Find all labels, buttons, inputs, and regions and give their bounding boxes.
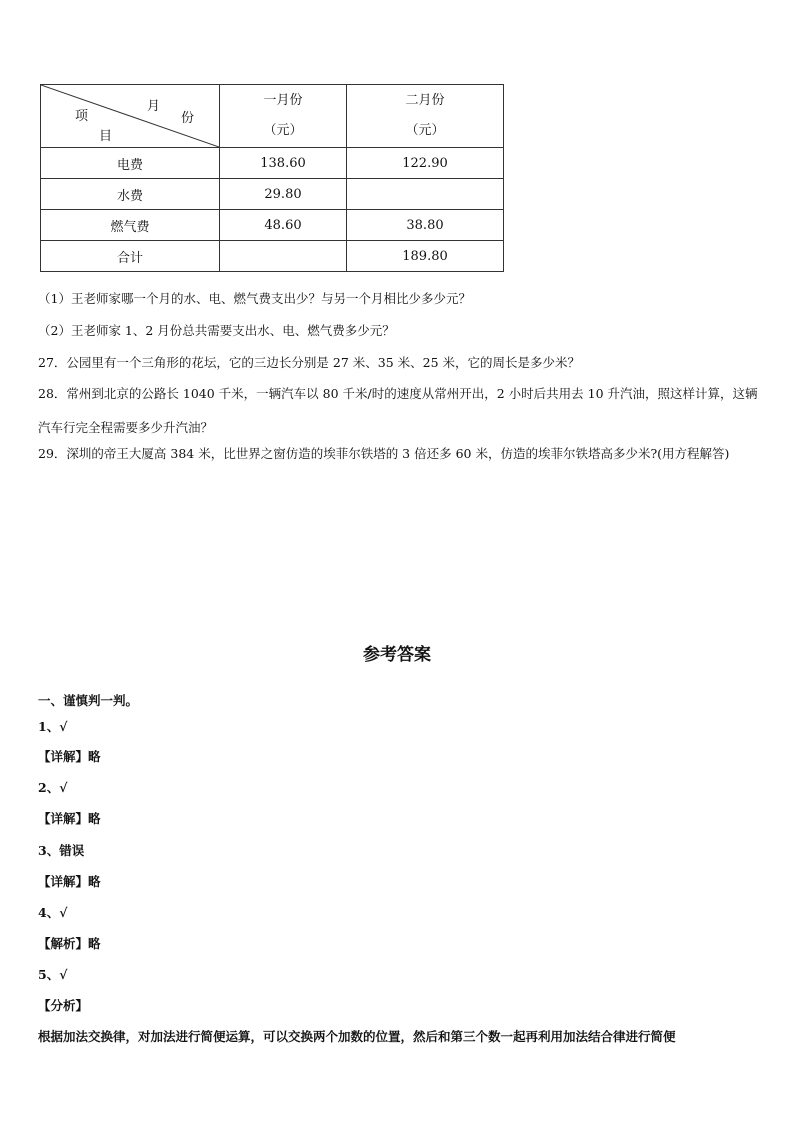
jan-cell: 48.60	[220, 210, 347, 241]
diagonal-header-cell	[41, 85, 220, 148]
jan-cell	[220, 241, 347, 272]
feb-cell: 38.80	[347, 210, 504, 241]
answer-5: 5、√	[38, 967, 68, 982]
answer-2: 2、√	[38, 780, 68, 795]
answer-title: 参考答案	[363, 645, 431, 665]
question-29: 29．深圳的帝王大厦高 384 米，比世界之窗仿造的埃菲尔铁塔的 3 倍还多 60 米，仿造的埃菲尔铁塔高多少米?(用方程解答)	[38, 446, 730, 461]
item-cell: 水费	[41, 179, 220, 210]
corner-label-fen: 份	[181, 111, 195, 126]
table-row	[41, 210, 504, 241]
answer-1: 1、√	[38, 719, 68, 734]
header-january	[220, 85, 347, 148]
question-1: （1）王老师家哪一个月的水、电、燃气费支出少？与另一个月相比少多少元？	[38, 291, 471, 306]
utility-fee-table	[40, 84, 504, 272]
jan-cell: 138.60	[220, 148, 347, 179]
item-cell: 电费	[41, 148, 220, 179]
table-row	[41, 179, 504, 210]
question-28: 28．常州到北京的公路长 1040 千米，一辆汽车以 80 千米/时的速度从常州开出，2 小时后共用去 10 升汽油，照这样计算，这辆汽车行完全程需要多少升汽油？	[38, 386, 758, 435]
january-unit: （元）	[263, 123, 303, 138]
section-1-heading: 一、谨慎判一判。	[38, 693, 139, 708]
question-27: 27．公园里有一个三角形的花坛，它的三边长分别是 27 米、35 米、25 米，它的周长是多少米？	[38, 355, 581, 370]
answer-5-analysis: 【分析】	[38, 998, 89, 1013]
answer-5-text: 根据加法交换律，对加法进行简便运算，可以交换两个加数的位置，然后和第三个数一起再利用加法结合律进行简便	[38, 1029, 676, 1044]
header-february	[347, 85, 504, 148]
jan-cell: 29.80	[220, 179, 347, 210]
answer-2-detail: 【详解】略	[38, 811, 101, 826]
feb-cell	[347, 179, 504, 210]
january-title: 一月份	[263, 93, 303, 108]
table-row	[41, 241, 504, 272]
february-title: 二月份	[405, 93, 445, 108]
answer-3: 3、错误	[38, 843, 85, 858]
feb-cell: 189.80	[347, 241, 504, 272]
item-cell: 燃气费	[41, 210, 220, 241]
corner-label-xiang: 项	[75, 109, 89, 124]
table-header-row	[41, 85, 504, 148]
answer-1-detail: 【详解】略	[38, 749, 101, 764]
feb-cell: 122.90	[347, 148, 504, 179]
item-cell: 合计	[41, 241, 220, 272]
question-2: （2）王老师家 1、2 月份总共需要支出水、电、燃气费多少元？	[38, 323, 395, 338]
answer-3-detail: 【详解】略	[38, 874, 101, 889]
answer-4-detail: 【解析】略	[38, 936, 101, 951]
february-unit: （元）	[405, 123, 445, 138]
corner-label-month: 月	[147, 99, 161, 114]
answer-4: 4、√	[38, 905, 68, 920]
corner-label-mu: 目	[99, 129, 113, 144]
table-row	[41, 148, 504, 179]
